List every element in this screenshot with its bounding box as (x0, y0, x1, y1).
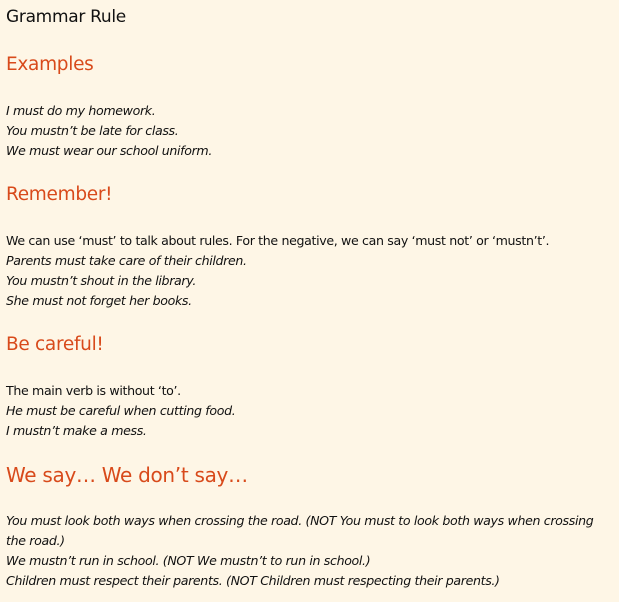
careful-intro: The main verb is without ‘to’. (6, 383, 181, 398)
we-say-line: Children must respect their parents. (NOT Children must respecting their parents.) (6, 573, 500, 588)
careful-line: He must be careful when cutting food. (6, 403, 236, 418)
remember-line: You mustn’t shout in the library. (6, 273, 196, 288)
we-say-heading: We say… We don’t say… (6, 463, 248, 487)
examples-heading: Examples (6, 54, 94, 75)
example-line: I must do my homework. (6, 103, 156, 118)
example-line: We must wear our school uniform. (6, 143, 212, 158)
remember-line: Parents must take care of their children. (6, 253, 247, 268)
remember-line: She must not forget her books. (6, 293, 192, 308)
careful-heading: Be careful! (6, 334, 104, 355)
example-line: You mustn’t be late for class. (6, 123, 179, 138)
page-title: Grammar Rule (6, 7, 126, 27)
we-say-line: You must look both ways when crossing the road. (NOT You must to look both ways when crossing the road.) (6, 513, 594, 548)
remember-heading: Remember! (6, 184, 113, 205)
remember-intro: We can use ‘must’ to talk about rules. For the negative, we can say ‘must not’ or ‘mustn’t’. (6, 233, 550, 248)
we-say-line: We mustn’t run in school. (NOT We mustn’t to run in school.) (6, 553, 371, 568)
careful-line: I mustn’t make a mess. (6, 423, 147, 438)
